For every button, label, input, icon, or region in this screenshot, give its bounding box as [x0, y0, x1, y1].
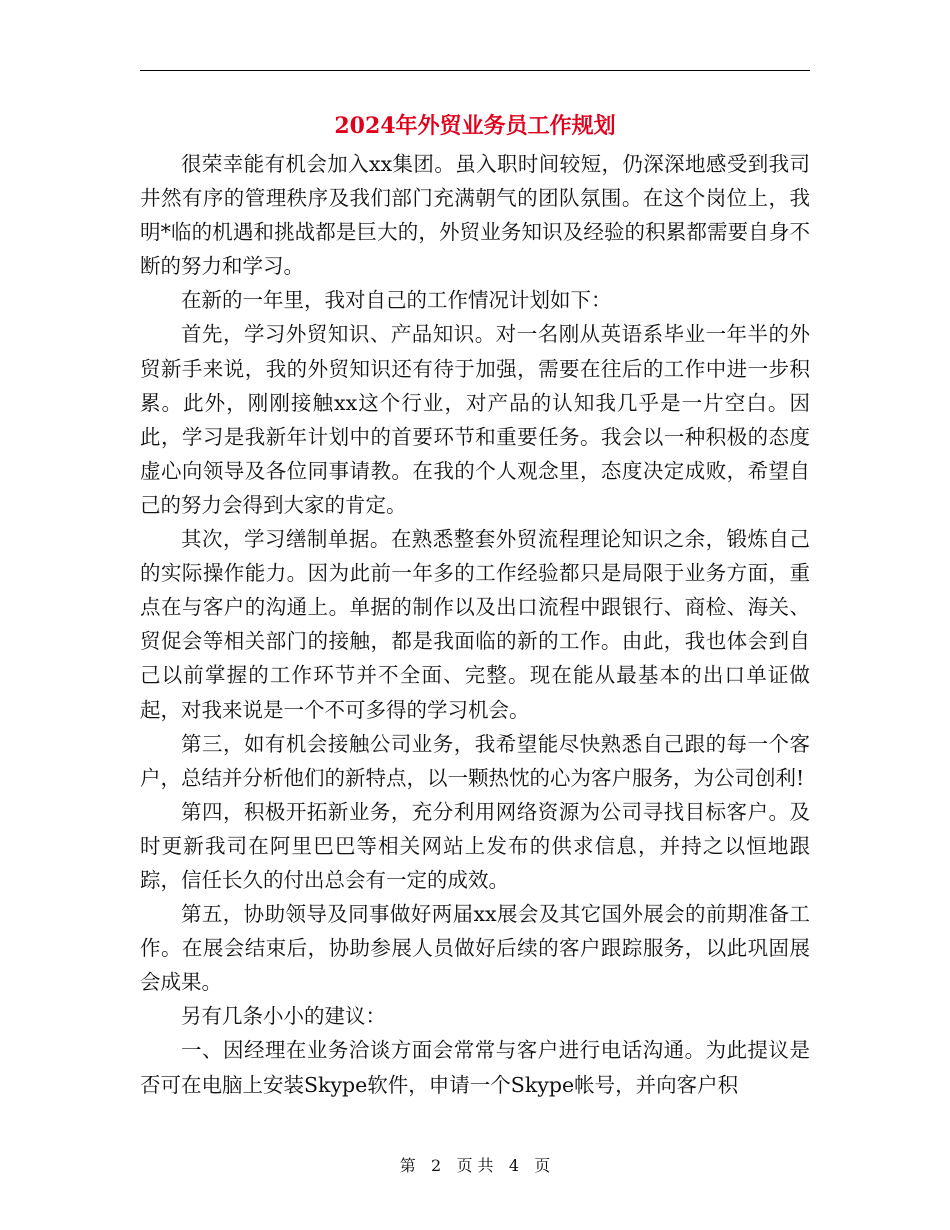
document-title: 2024年外贸业务员工作规划 [334, 113, 616, 139]
paragraph-second: 其次，学习缮制单据。在熟悉整套外贸流程理论知识之余，锻炼自己的实际操作能力。因为此前一年多的工作经验都只是局限于业务方面，重点在与客户的沟通上。单据的制作以及出口流程中跟银行、商检、海关、贸促会等相关部门的接触，都是我面临的新的工作。由此，我也体会到自己以前掌握的工作环节并不全面、完整。现在能从最基本的出口单证做起，对我来说是一个不可多得的学习机会。 [140, 527, 810, 722]
footer-page-number: 2 [430, 1156, 442, 1175]
paragraph-first: 首先，学习外贸知识、产品知识。对一名刚从英语系毕业一年半的外贸新手来说，我的外贸知识还有待于加强，需要在往后的工作中进一步积累。此外，刚刚接触xx这个行业，对产品的认知我几乎是一片空白。因此，学习是我新年计划中的首要环节和重要任务。我会以一种积极的态度虚心向领导及各位同事请教。在我的个人观念里，态度决定成败，希望自己的努力会得到大家的肯定。 [140, 322, 810, 517]
paragraph-suggestion-one: 一、因经理在业务洽谈方面会常常与客户进行电话沟通。为此提议是否可在电脑上安装Skype软件，申请一个Skype帐号，并向客户积 [140, 1038, 810, 1097]
paragraph-fourth: 第四，积极开拓新业务，充分利用网络资源为公司寻找目标客户。及时更新我司在阿里巴巴等相关网站上发布的供求信息，并持之以恒地跟踪，信任长久的付出总会有一定的成效。 [140, 799, 810, 892]
paragraph-suggestions-lead: 另有几条小小的建议： [181, 1004, 386, 1029]
paragraph-third: 第三，如有机会接触公司业务，我希望能尽快熟悉自己跟的每一个客户，总结并分析他们的新特点，以一颗热忱的心为客户服务，为公司创利! [140, 731, 810, 790]
footer-prefix: 第 [399, 1156, 416, 1175]
header-rule [140, 70, 810, 71]
paragraph-intro: 很荣幸能有机会加入xx集团。虽入职时间较短，仍深深地感受到我司井然有序的管理秩序及我们部门充满朝气的团队氛围。在这个岗位上，我明*临的机遇和挑战都是巨大的，外贸业务知识及经验的积累都需要自身不断的努力和学习。 [140, 152, 810, 279]
footer-total-pages: 4 [508, 1156, 520, 1175]
paragraph-plan-lead: 在新的一年里，我对自己的工作情况计划如下： [181, 288, 612, 313]
footer-suffix: 页 [534, 1156, 551, 1175]
paragraph-fifth: 第五，协助领导及同事做好两届xx展会及其它国外展会的前期准备工作。在展会结束后，协助参展人员做好后续的客户跟踪服务，以此巩固展会成果。 [140, 902, 810, 995]
footer-middle: 页 共 [456, 1156, 494, 1175]
page-footer [140, 1156, 810, 1176]
document-body [140, 147, 810, 1102]
